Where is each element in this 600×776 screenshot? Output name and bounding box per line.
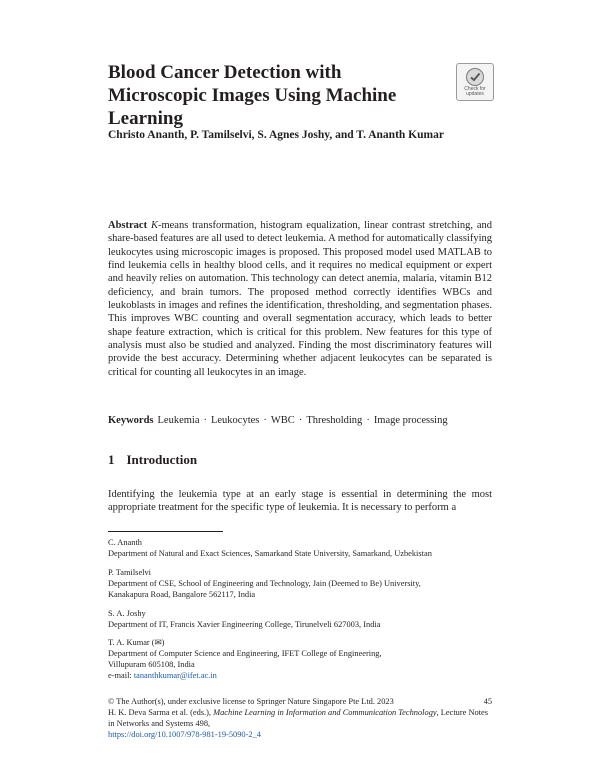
keyword: Thresholding [306,415,363,426]
abstract-label: Abstract [108,220,148,231]
page-number: 45 [483,697,492,706]
author-list: Christo Ananth, P. Tamilselvi, S. Agnes Joshy, and T. Ananth Kumar [108,129,444,141]
badge-line-1: Check for [464,86,486,92]
affiliation-2 [108,568,498,601]
affiliation-line: Villupuram 605108, India [108,659,195,669]
affiliation-author: T. A. Kumar (✉) [108,638,165,647]
abstract-text: -means transformation, histogram equalization, linear contrast stretching, and share-based features are all used to detect leukemia. A method for automatically classifying leukocytes using microscopic images is proposed. This proposed model used MATLAB to find leukemia cells in healthy blood cells, and it requires no medical equipment or expert and heavily relies on automation. This technology can detect anemia, malaria, vitamin B12 deficiency, and brain tumors. The proposed method correctly identifies WBCs and leukoblasts in images and refines the identification, thresholding, and segmentation phases. This improves WBC counting and overall segmentation accuracy, which leads to better shape feature extraction, which is critical for this problem. New features for this type of analysis must also be studied and analyzed. Finding the most discriminatory features will provide the best accuracy. Determining whether adjacent leukocytes can be separated is critical for counting all leukocytes in an image. [108,220,492,378]
keyword: Leukocytes [210,415,260,426]
affiliation-line: Department of CSE, School of Engineering and Technology, Jain (Deemed to Be) University, [108,578,421,588]
keyword: Image processing [373,415,448,426]
affiliation-line: Department of Natural and Exact Sciences, Samarkand State University, Samarkand, Uzbekistan [108,548,432,558]
check-updates-icon [465,67,485,87]
email-link[interactable]: tananthkumar@ifet.ac.in [133,670,217,680]
doi-line [108,730,492,741]
keyword: WBC [270,415,295,426]
keyword-separator: · [366,415,370,426]
footnote-divider [108,531,223,532]
paper-title: Blood Cancer Detection with Microscopic Images Using Machine Learning [108,62,397,129]
affiliation-3 [108,609,498,631]
badge-line-2: updates [466,91,484,97]
section-heading [108,452,197,468]
abstract-italic-lead: K [150,220,158,231]
affiliation-line: Department of Computer Science and Engineering, IFET College of Engineering, [108,648,382,658]
affiliation-author: S. A. Joshy [108,609,146,618]
affiliation-4 [108,638,498,682]
citation [108,708,492,730]
email-label: e-mail: [108,670,132,680]
section-title: Introduction [126,452,198,467]
doi-link[interactable]: https://doi.org/10.1007/978-981-19-5090-2_4 [108,729,261,739]
check-for-updates-badge[interactable] [456,63,494,101]
affiliation-author: P. Tamilselvi [108,568,151,577]
affiliation-1 [108,538,498,560]
email-line [108,671,498,682]
citation-prefix: H. K. Deva Sarma et al. (eds.), [108,707,212,717]
affiliation-author: C. Ananth [108,538,142,547]
keyword-separator: · [203,415,207,426]
intro-paragraph: Identifying the leukemia type at an early stage is essential in determining the most appropriate treatment for the specific type of leukemia. It is necessary to perform a [108,489,492,514]
series-info: , Lecture Notes in Networks and Systems 498, [108,707,489,728]
keyword-separator: · [263,415,267,426]
book-title: Machine Learning in Information and Communication Technology [213,707,437,717]
affiliation-line: Department of IT, Francis Xavier Engineering College, Tirunelveli 627003, India [108,619,381,629]
affiliation-line: Kanakapura Road, Bangalore 562117, India [108,589,256,599]
keywords [108,415,492,426]
page-footer [108,697,492,741]
section-number: 1 [108,452,115,467]
copyright: © The Author(s), under exclusive license to Springer Nature Singapore Pte Ltd. 2023 [108,697,394,706]
keyword: Leukemia [157,415,200,426]
keywords-label: Keywords [108,415,154,426]
keyword-separator: · [298,415,303,426]
abstract [108,219,492,379]
